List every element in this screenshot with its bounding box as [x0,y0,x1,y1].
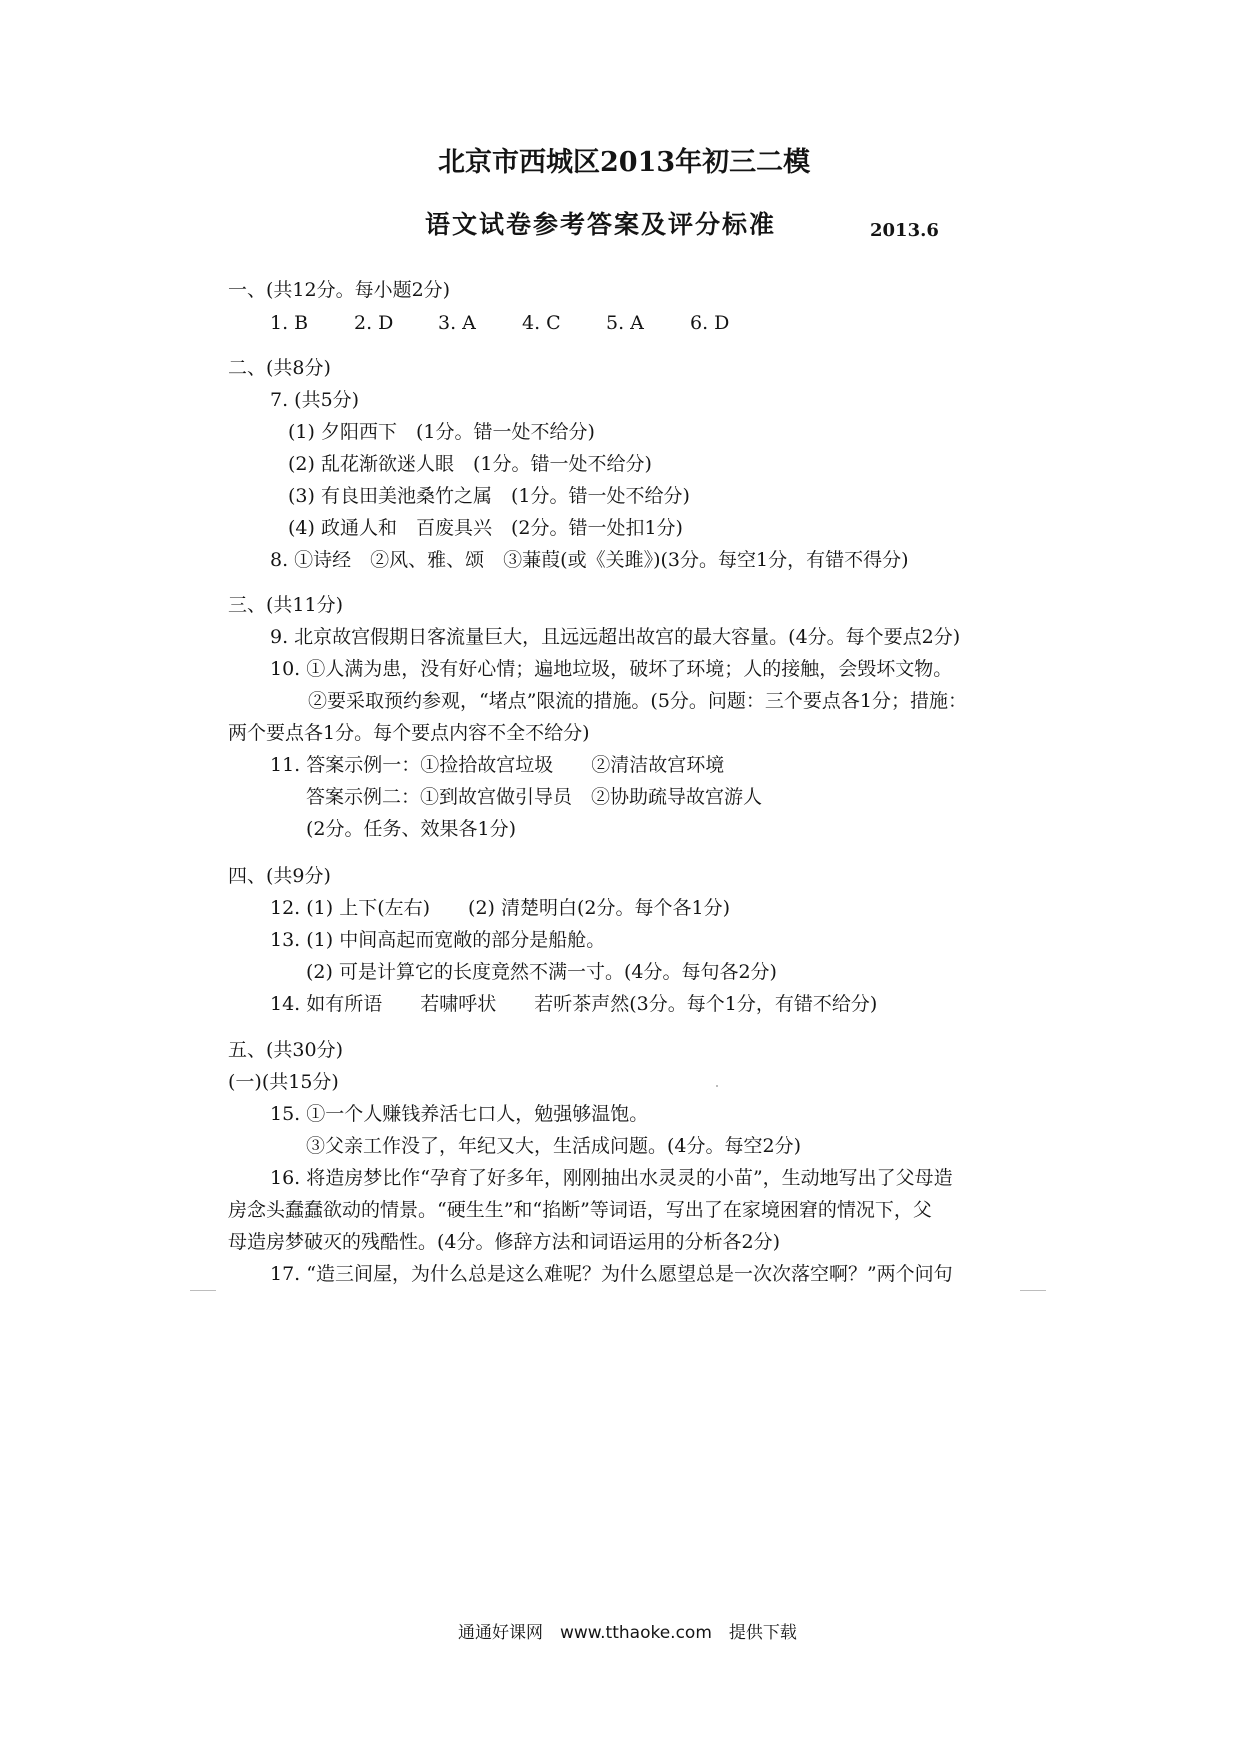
question-11-line-2: 答案示例二：①到故宫做引导员 ②协助疏导故宫游人 [306,786,763,808]
left-edge-mark [190,1290,216,1291]
section-1-answers [270,310,774,336]
answer-5: 5. A [606,312,644,334]
answer-3: 3. A [438,312,476,334]
question-13-line-2: (2) 可是计算它的长度竟然不满一寸。(4分。每句各2分) [306,961,777,983]
question-11-line-1: 11. 答案示例一：①捡拾故宫垃圾 ②清洁故宫环境 [270,754,725,776]
question-15-line-1: 15. ①一个人赚钱养活七口人，勉强够温饱。 [270,1103,649,1125]
question-10-line-3: 两个要点各1分。每个要点内容不全不给分) [228,722,590,744]
section-1-heading: 一、(共12分。每小题2分) [228,279,451,301]
question-14: 14. 如有所语 若啸呼状 若听茶声然(3分。每个1分，有错不给分) [270,993,878,1015]
section-4-heading: 四、(共9分) [228,865,331,887]
question-16-line-1: 16. 将造房梦比作“孕育了好多年，刚刚抽出水灵灵的小苗”，生动地写出了父母造 [270,1167,953,1189]
page-subtitle: 语文试卷参考答案及评分标准 [425,210,777,239]
answer-6: 6. D [690,312,730,334]
page-title: 北京市西城区2013年初三二模 [438,147,811,178]
section-2-heading: 二、(共8分) [228,357,331,379]
question-15-line-2: ③父亲工作没了，年纪又大，生活成问题。(4分。每空2分) [306,1135,802,1157]
question-9: 9. 北京故宫假期日客流量巨大，且远远超出故宫的最大容量。(4分。每个要点2分) [270,626,961,648]
question-12: 12. (1) 上下(左右) (2) 清楚明白(2分。每个各1分) [270,897,730,919]
question-10-line-2: ②要采取预约参观，“堵点”限流的措施。(5分。问题：三个要点各1分；措施： [308,690,968,712]
question-16-line-2: 房念头蠢蠢欲动的情景。“硬生生”和“掐断”等词语，写出了在家境困窘的情况下，父 [228,1199,932,1221]
question-7-part-4: (4) 政通人和 百废具兴 (2分。错一处扣1分) [288,517,683,539]
question-8: 8. ①诗经 ②风、雅、颂 ③蒹葭(或《关雎》)(3分。每空1分，有错不得分) [270,549,909,571]
question-16-line-3: 母造房梦破灭的残酷性。(4分。修辞方法和词语运用的分析各2分) [228,1231,781,1253]
scan-speck [716,1085,718,1087]
question-11-line-3: (2分。任务、效果各1分) [306,818,517,840]
answer-2: 2. D [354,312,394,334]
question-7-part-3: (3) 有良田美池桑竹之属 (1分。错一处不给分) [288,485,690,507]
question-7: 7. (共5分) [270,389,360,411]
question-17: 17. “造三间屋，为什么总是这么难呢？为什么愿望总是一次次落空啊？”两个问句 [270,1263,953,1285]
download-footer: 通通好课网 www.tthaoke.com 提供下载 [458,1623,797,1643]
answer-1: 1. B [270,312,309,334]
section-3-heading: 三、(共11分) [228,594,344,616]
section-5-heading: 五、(共30分) [228,1039,344,1061]
question-7-part-2: (2) 乱花渐欲迷人眼 (1分。错一处不给分) [288,453,652,475]
document-date: 2013.6 [870,220,939,241]
question-7-part-1: (1) 夕阳西下 (1分。错一处不给分) [288,421,595,443]
section-5-subheading: (一)(共15分) [228,1071,339,1093]
right-edge-mark [1020,1290,1046,1291]
answer-4: 4. C [522,312,561,334]
question-10-line-1: 10. ①人满为患，没有好心情；遍地垃圾，破坏了环境；人的接触，会毁坏文物。 [270,658,953,680]
question-13-line-1: 13. (1) 中间高起而宽敞的部分是船舱。 [270,929,606,951]
